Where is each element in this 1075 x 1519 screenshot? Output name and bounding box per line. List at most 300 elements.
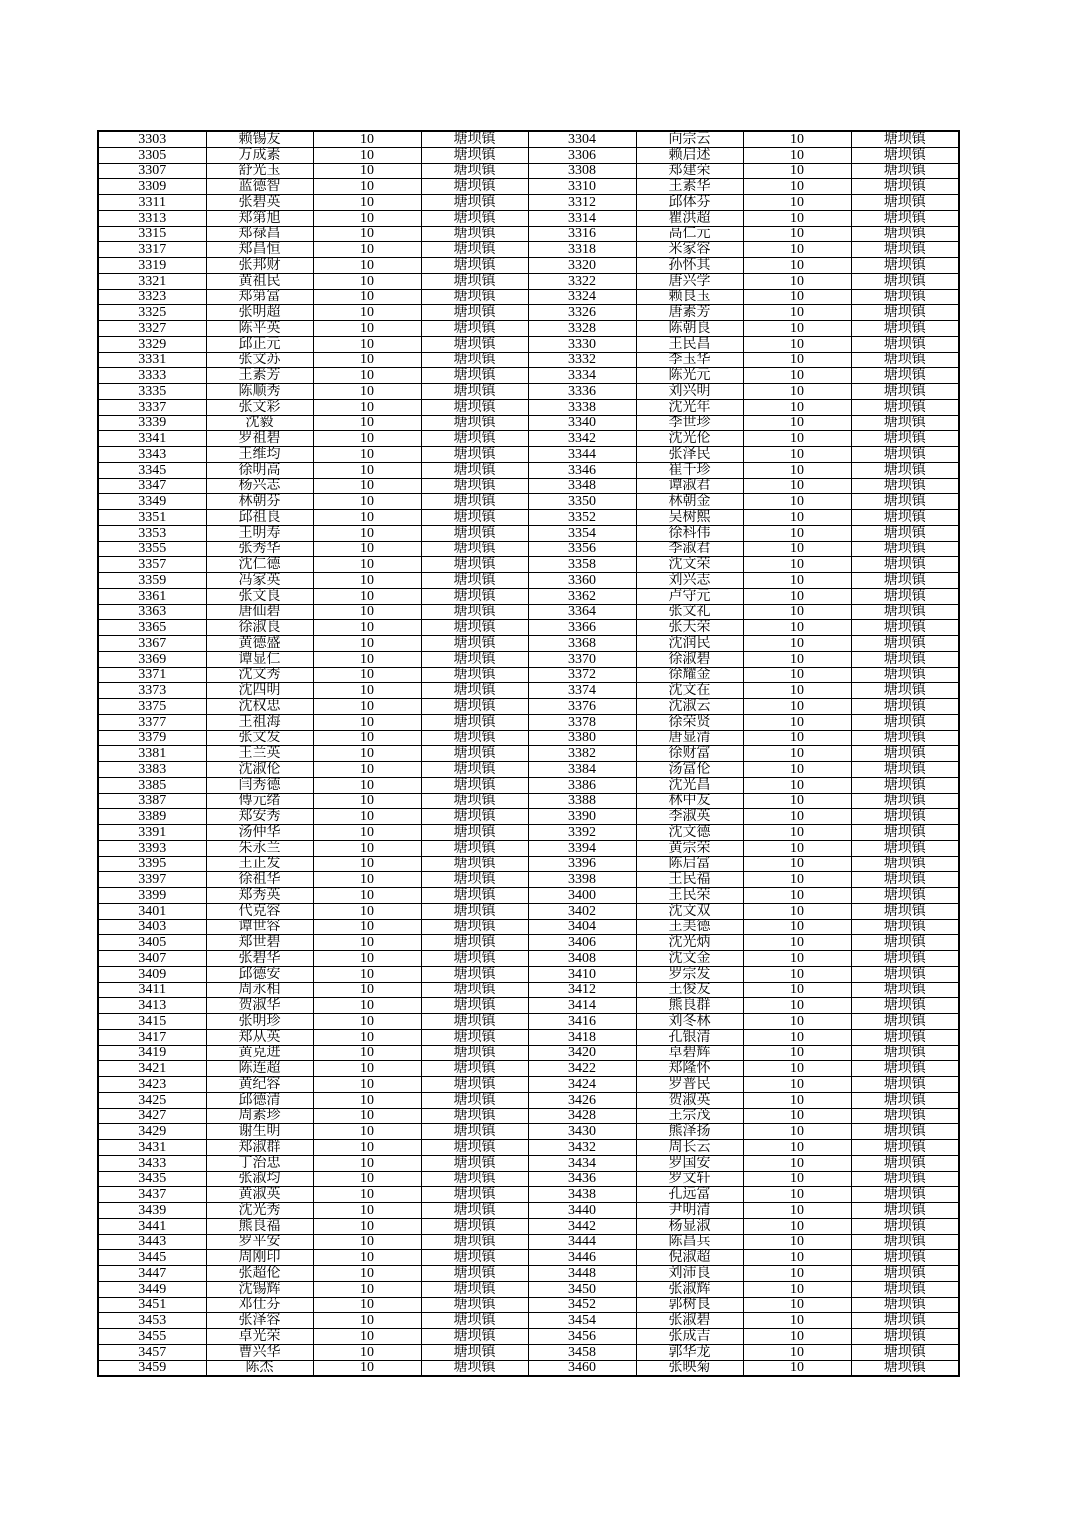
table-row <box>98 1124 959 1140</box>
right-amount-cell: 10 <box>743 384 851 400</box>
left-town-name-cell: 塘坝镇 <box>421 179 528 195</box>
left-record-number-cell: 3457 <box>98 1344 206 1360</box>
right-town-name-cell: 塘坝镇 <box>851 525 959 541</box>
right-person-name-cell: 张淑辉 <box>636 1281 743 1297</box>
right-amount-cell: 10 <box>743 825 851 841</box>
left-amount-cell: 10 <box>313 903 421 919</box>
left-record-number-cell: 3333 <box>98 368 206 384</box>
left-record-number-cell: 3389 <box>98 809 206 825</box>
right-person-name-cell: 徐科伟 <box>636 525 743 541</box>
left-amount-cell: 10 <box>313 1061 421 1077</box>
table-row <box>98 746 959 762</box>
right-person-name-cell: 郭树良 <box>636 1297 743 1313</box>
left-person-name-cell: 冯家英 <box>206 573 313 589</box>
right-record-number-cell: 3442 <box>528 1218 636 1234</box>
right-amount-cell: 10 <box>743 573 851 589</box>
right-town-name-cell: 塘坝镇 <box>851 242 959 258</box>
right-amount-cell: 10 <box>743 1266 851 1282</box>
left-town-name-cell: 塘坝镇 <box>421 242 528 258</box>
left-record-number-cell: 3409 <box>98 966 206 982</box>
left-person-name-cell: 黄纪容 <box>206 1077 313 1093</box>
left-person-name-cell: 舒光玉 <box>206 163 313 179</box>
left-amount-cell: 10 <box>313 1108 421 1124</box>
left-record-number-cell: 3399 <box>98 888 206 904</box>
left-town-name-cell: 塘坝镇 <box>421 793 528 809</box>
left-person-name-cell: 张文发 <box>206 730 313 746</box>
table-row <box>98 494 959 510</box>
right-town-name-cell: 塘坝镇 <box>851 651 959 667</box>
left-person-name-cell: 郑第旭 <box>206 210 313 226</box>
left-town-name-cell: 塘坝镇 <box>421 651 528 667</box>
right-person-name-cell: 罗文轩 <box>636 1171 743 1187</box>
left-town-name-cell: 塘坝镇 <box>421 289 528 305</box>
table-row <box>98 352 959 368</box>
right-record-number-cell: 3338 <box>528 399 636 415</box>
right-person-name-cell: 邱体芬 <box>636 195 743 211</box>
right-person-name-cell: 沈文德 <box>636 825 743 841</box>
left-person-name-cell: 周素珍 <box>206 1108 313 1124</box>
left-person-name-cell: 陈顺秀 <box>206 384 313 400</box>
left-town-name-cell: 塘坝镇 <box>421 683 528 699</box>
left-town-name-cell: 塘坝镇 <box>421 919 528 935</box>
right-person-name-cell: 吴树熙 <box>636 510 743 526</box>
left-record-number-cell: 3385 <box>98 777 206 793</box>
left-amount-cell: 10 <box>313 1281 421 1297</box>
left-amount-cell: 10 <box>313 210 421 226</box>
right-record-number-cell: 3434 <box>528 1155 636 1171</box>
right-town-name-cell: 塘坝镇 <box>851 667 959 683</box>
left-person-name-cell: 张文苏 <box>206 352 313 368</box>
right-person-name-cell: 沈文金 <box>636 951 743 967</box>
right-amount-cell: 10 <box>743 336 851 352</box>
right-amount-cell: 10 <box>743 762 851 778</box>
right-person-name-cell: 林朝金 <box>636 494 743 510</box>
left-person-name-cell: 张邦财 <box>206 258 313 274</box>
right-amount-cell: 10 <box>743 1171 851 1187</box>
right-record-number-cell: 3336 <box>528 384 636 400</box>
left-amount-cell: 10 <box>313 1203 421 1219</box>
left-record-number-cell: 3381 <box>98 746 206 762</box>
left-town-name-cell: 塘坝镇 <box>421 604 528 620</box>
right-town-name-cell: 塘坝镇 <box>851 195 959 211</box>
left-person-name-cell: 丁治忠 <box>206 1155 313 1171</box>
right-person-name-cell: 张映菊 <box>636 1360 743 1376</box>
left-amount-cell: 10 <box>313 557 421 573</box>
left-town-name-cell: 塘坝镇 <box>421 447 528 463</box>
right-person-name-cell: 郑建荣 <box>636 163 743 179</box>
left-record-number-cell: 3317 <box>98 242 206 258</box>
left-amount-cell: 10 <box>313 809 421 825</box>
left-record-number-cell: 3393 <box>98 840 206 856</box>
right-person-name-cell: 刘兴明 <box>636 384 743 400</box>
left-amount-cell: 10 <box>313 1329 421 1345</box>
right-record-number-cell: 3310 <box>528 179 636 195</box>
left-record-number-cell: 3411 <box>98 982 206 998</box>
right-person-name-cell: 李世珍 <box>636 415 743 431</box>
right-town-name-cell: 塘坝镇 <box>851 1029 959 1045</box>
left-amount-cell: 10 <box>313 1171 421 1187</box>
right-record-number-cell: 3372 <box>528 667 636 683</box>
table-row <box>98 793 959 809</box>
left-person-name-cell: 张明珍 <box>206 1014 313 1030</box>
left-town-name-cell: 塘坝镇 <box>421 1092 528 1108</box>
left-amount-cell: 10 <box>313 1266 421 1282</box>
table-row <box>98 431 959 447</box>
table-row <box>98 966 959 982</box>
right-record-number-cell: 3436 <box>528 1171 636 1187</box>
right-record-number-cell: 3312 <box>528 195 636 211</box>
right-town-name-cell: 塘坝镇 <box>851 1234 959 1250</box>
right-amount-cell: 10 <box>743 273 851 289</box>
left-person-name-cell: 朱永兰 <box>206 840 313 856</box>
right-record-number-cell: 3358 <box>528 557 636 573</box>
table-row <box>98 699 959 715</box>
left-person-name-cell: 沈文秀 <box>206 667 313 683</box>
left-person-name-cell: 谢生明 <box>206 1124 313 1140</box>
right-amount-cell: 10 <box>743 966 851 982</box>
table-row <box>98 525 959 541</box>
roster-table-body <box>98 131 959 1376</box>
left-person-name-cell: 郑昌恒 <box>206 242 313 258</box>
right-town-name-cell: 塘坝镇 <box>851 541 959 557</box>
left-person-name-cell: 卓光荣 <box>206 1329 313 1345</box>
right-amount-cell: 10 <box>743 226 851 242</box>
right-amount-cell: 10 <box>743 1108 851 1124</box>
table-row <box>98 305 959 321</box>
right-amount-cell: 10 <box>743 651 851 667</box>
right-town-name-cell: 塘坝镇 <box>851 1014 959 1030</box>
table-row <box>98 1077 959 1093</box>
right-town-name-cell: 塘坝镇 <box>851 1171 959 1187</box>
left-town-name-cell: 塘坝镇 <box>421 951 528 967</box>
left-town-name-cell: 塘坝镇 <box>421 1218 528 1234</box>
left-person-name-cell: 徐淑良 <box>206 620 313 636</box>
table-row <box>98 478 959 494</box>
left-town-name-cell: 塘坝镇 <box>421 1266 528 1282</box>
table-row <box>98 919 959 935</box>
right-person-name-cell: 张天荣 <box>636 620 743 636</box>
left-town-name-cell: 塘坝镇 <box>421 888 528 904</box>
left-record-number-cell: 3361 <box>98 588 206 604</box>
left-person-name-cell: 张文良 <box>206 588 313 604</box>
table-row <box>98 1250 959 1266</box>
right-town-name-cell: 塘坝镇 <box>851 368 959 384</box>
right-record-number-cell: 3306 <box>528 147 636 163</box>
table-row <box>98 903 959 919</box>
right-amount-cell: 10 <box>743 195 851 211</box>
right-person-name-cell: 赖良玉 <box>636 289 743 305</box>
right-town-name-cell: 塘坝镇 <box>851 604 959 620</box>
right-person-name-cell: 张文礼 <box>636 604 743 620</box>
left-person-name-cell: 张淑均 <box>206 1171 313 1187</box>
right-record-number-cell: 3314 <box>528 210 636 226</box>
right-record-number-cell: 3438 <box>528 1187 636 1203</box>
left-person-name-cell: 傅元绪 <box>206 793 313 809</box>
right-town-name-cell: 塘坝镇 <box>851 1313 959 1329</box>
left-town-name-cell: 塘坝镇 <box>421 1108 528 1124</box>
right-record-number-cell: 3444 <box>528 1234 636 1250</box>
left-person-name-cell: 王正发 <box>206 856 313 872</box>
table-row <box>98 258 959 274</box>
left-person-name-cell: 郑世碧 <box>206 935 313 951</box>
right-record-number-cell: 3446 <box>528 1250 636 1266</box>
table-row <box>98 825 959 841</box>
left-record-number-cell: 3391 <box>98 825 206 841</box>
left-town-name-cell: 塘坝镇 <box>421 226 528 242</box>
left-amount-cell: 10 <box>313 1234 421 1250</box>
right-town-name-cell: 塘坝镇 <box>851 384 959 400</box>
right-person-name-cell: 高仁元 <box>636 226 743 242</box>
right-record-number-cell: 3430 <box>528 1124 636 1140</box>
table-row <box>98 336 959 352</box>
right-record-number-cell: 3384 <box>528 762 636 778</box>
left-town-name-cell: 塘坝镇 <box>421 431 528 447</box>
left-record-number-cell: 3363 <box>98 604 206 620</box>
right-record-number-cell: 3364 <box>528 604 636 620</box>
left-record-number-cell: 3413 <box>98 998 206 1014</box>
left-amount-cell: 10 <box>313 163 421 179</box>
table-row <box>98 147 959 163</box>
right-person-name-cell: 倪淑超 <box>636 1250 743 1266</box>
right-record-number-cell: 3348 <box>528 478 636 494</box>
left-amount-cell: 10 <box>313 1140 421 1156</box>
right-amount-cell: 10 <box>743 131 851 147</box>
left-person-name-cell: 张泽容 <box>206 1313 313 1329</box>
right-amount-cell: 10 <box>743 636 851 652</box>
right-town-name-cell: 塘坝镇 <box>851 620 959 636</box>
left-person-name-cell: 王维均 <box>206 447 313 463</box>
right-town-name-cell: 塘坝镇 <box>851 730 959 746</box>
right-person-name-cell: 崔千珍 <box>636 462 743 478</box>
left-person-name-cell: 邱祖良 <box>206 510 313 526</box>
left-person-name-cell: 邱正元 <box>206 336 313 352</box>
left-record-number-cell: 3359 <box>98 573 206 589</box>
left-person-name-cell: 张超伦 <box>206 1266 313 1282</box>
left-record-number-cell: 3439 <box>98 1203 206 1219</box>
right-amount-cell: 10 <box>743 1140 851 1156</box>
right-person-name-cell: 陈光元 <box>636 368 743 384</box>
table-row <box>98 1218 959 1234</box>
right-person-name-cell: 徐耀金 <box>636 667 743 683</box>
right-amount-cell: 10 <box>743 399 851 415</box>
table-row <box>98 399 959 415</box>
right-town-name-cell: 塘坝镇 <box>851 825 959 841</box>
right-record-number-cell: 3392 <box>528 825 636 841</box>
left-person-name-cell: 邱德安 <box>206 966 313 982</box>
left-record-number-cell: 3323 <box>98 289 206 305</box>
right-person-name-cell: 向宗云 <box>636 131 743 147</box>
right-record-number-cell: 3308 <box>528 163 636 179</box>
left-record-number-cell: 3403 <box>98 919 206 935</box>
left-record-number-cell: 3341 <box>98 431 206 447</box>
right-record-number-cell: 3412 <box>528 982 636 998</box>
right-person-name-cell: 罗宗发 <box>636 966 743 982</box>
left-town-name-cell: 塘坝镇 <box>421 1029 528 1045</box>
left-amount-cell: 10 <box>313 1155 421 1171</box>
right-amount-cell: 10 <box>743 1155 851 1171</box>
right-person-name-cell: 熊良群 <box>636 998 743 1014</box>
left-record-number-cell: 3379 <box>98 730 206 746</box>
left-amount-cell: 10 <box>313 966 421 982</box>
right-person-name-cell: 唐素芳 <box>636 305 743 321</box>
right-record-number-cell: 3328 <box>528 321 636 337</box>
table-row <box>98 1329 959 1345</box>
right-person-name-cell: 周长云 <box>636 1140 743 1156</box>
left-amount-cell: 10 <box>313 494 421 510</box>
right-person-name-cell: 张淑碧 <box>636 1313 743 1329</box>
right-record-number-cell: 3378 <box>528 714 636 730</box>
right-town-name-cell: 塘坝镇 <box>851 226 959 242</box>
left-town-name-cell: 塘坝镇 <box>421 1014 528 1030</box>
left-amount-cell: 10 <box>313 604 421 620</box>
table-row <box>98 1234 959 1250</box>
left-person-name-cell: 王兰英 <box>206 746 313 762</box>
table-row <box>98 1297 959 1313</box>
table-row <box>98 1108 959 1124</box>
right-town-name-cell: 塘坝镇 <box>851 982 959 998</box>
left-town-name-cell: 塘坝镇 <box>421 541 528 557</box>
left-amount-cell: 10 <box>313 1297 421 1313</box>
left-town-name-cell: 塘坝镇 <box>421 667 528 683</box>
right-record-number-cell: 3456 <box>528 1329 636 1345</box>
right-amount-cell: 10 <box>743 604 851 620</box>
left-person-name-cell: 万成素 <box>206 147 313 163</box>
left-record-number-cell: 3321 <box>98 273 206 289</box>
right-town-name-cell: 塘坝镇 <box>851 919 959 935</box>
right-person-name-cell: 张泽民 <box>636 447 743 463</box>
right-record-number-cell: 3452 <box>528 1297 636 1313</box>
right-record-number-cell: 3332 <box>528 352 636 368</box>
left-record-number-cell: 3397 <box>98 872 206 888</box>
left-town-name-cell: 塘坝镇 <box>421 163 528 179</box>
left-person-name-cell: 陈杰 <box>206 1360 313 1376</box>
left-record-number-cell: 3429 <box>98 1124 206 1140</box>
table-row <box>98 1360 959 1376</box>
table-row <box>98 368 959 384</box>
table-row <box>98 273 959 289</box>
left-amount-cell: 10 <box>313 462 421 478</box>
right-record-number-cell: 3454 <box>528 1313 636 1329</box>
left-amount-cell: 10 <box>313 699 421 715</box>
left-person-name-cell: 郑禄昌 <box>206 226 313 242</box>
left-amount-cell: 10 <box>313 478 421 494</box>
table-row <box>98 541 959 557</box>
left-person-name-cell: 张秀华 <box>206 541 313 557</box>
right-person-name-cell: 赖启述 <box>636 147 743 163</box>
left-record-number-cell: 3311 <box>98 195 206 211</box>
right-record-number-cell: 3370 <box>528 651 636 667</box>
left-town-name-cell: 塘坝镇 <box>421 588 528 604</box>
roster-table <box>97 130 960 1377</box>
table-row <box>98 730 959 746</box>
left-person-name-cell: 沈锡辉 <box>206 1281 313 1297</box>
right-record-number-cell: 3398 <box>528 872 636 888</box>
left-person-name-cell: 闫秀德 <box>206 777 313 793</box>
right-person-name-cell: 沈润民 <box>636 636 743 652</box>
left-person-name-cell: 周永相 <box>206 982 313 998</box>
left-town-name-cell: 塘坝镇 <box>421 510 528 526</box>
right-record-number-cell: 3316 <box>528 226 636 242</box>
right-record-number-cell: 3416 <box>528 1014 636 1030</box>
left-person-name-cell: 陈平英 <box>206 321 313 337</box>
right-town-name-cell: 塘坝镇 <box>851 305 959 321</box>
table-row <box>98 856 959 872</box>
right-town-name-cell: 塘坝镇 <box>851 1281 959 1297</box>
left-amount-cell: 10 <box>313 447 421 463</box>
left-town-name-cell: 塘坝镇 <box>421 415 528 431</box>
right-amount-cell: 10 <box>743 714 851 730</box>
left-record-number-cell: 3349 <box>98 494 206 510</box>
left-town-name-cell: 塘坝镇 <box>421 1155 528 1171</box>
left-record-number-cell: 3451 <box>98 1297 206 1313</box>
right-person-name-cell: 贺淑英 <box>636 1092 743 1108</box>
table-row <box>98 321 959 337</box>
right-town-name-cell: 塘坝镇 <box>851 431 959 447</box>
left-record-number-cell: 3329 <box>98 336 206 352</box>
right-record-number-cell: 3400 <box>528 888 636 904</box>
left-person-name-cell: 代克容 <box>206 903 313 919</box>
right-amount-cell: 10 <box>743 1218 851 1234</box>
right-town-name-cell: 塘坝镇 <box>851 998 959 1014</box>
right-person-name-cell: 徐淑碧 <box>636 651 743 667</box>
right-amount-cell: 10 <box>743 777 851 793</box>
left-record-number-cell: 3371 <box>98 667 206 683</box>
left-town-name-cell: 塘坝镇 <box>421 1203 528 1219</box>
table-row <box>98 1061 959 1077</box>
left-amount-cell: 10 <box>313 336 421 352</box>
right-amount-cell: 10 <box>743 289 851 305</box>
left-person-name-cell: 沈权忠 <box>206 699 313 715</box>
table-row <box>98 163 959 179</box>
right-person-name-cell: 张成吉 <box>636 1329 743 1345</box>
right-record-number-cell: 3432 <box>528 1140 636 1156</box>
right-record-number-cell: 3390 <box>528 809 636 825</box>
right-person-name-cell: 徐财富 <box>636 746 743 762</box>
left-town-name-cell: 塘坝镇 <box>421 368 528 384</box>
table-row <box>98 1344 959 1360</box>
right-person-name-cell: 林中友 <box>636 793 743 809</box>
table-row <box>98 573 959 589</box>
table-row <box>98 888 959 904</box>
right-amount-cell: 10 <box>743 840 851 856</box>
right-town-name-cell: 塘坝镇 <box>851 888 959 904</box>
left-town-name-cell: 塘坝镇 <box>421 1329 528 1345</box>
left-record-number-cell: 3315 <box>98 226 206 242</box>
left-amount-cell: 10 <box>313 872 421 888</box>
left-town-name-cell: 塘坝镇 <box>421 636 528 652</box>
right-town-name-cell: 塘坝镇 <box>851 258 959 274</box>
left-amount-cell: 10 <box>313 730 421 746</box>
right-town-name-cell: 塘坝镇 <box>851 415 959 431</box>
right-amount-cell: 10 <box>743 730 851 746</box>
left-town-name-cell: 塘坝镇 <box>421 1281 528 1297</box>
right-town-name-cell: 塘坝镇 <box>851 163 959 179</box>
left-amount-cell: 10 <box>313 305 421 321</box>
right-town-name-cell: 塘坝镇 <box>851 793 959 809</box>
right-record-number-cell: 3344 <box>528 447 636 463</box>
right-town-name-cell: 塘坝镇 <box>851 336 959 352</box>
left-person-name-cell: 杨兴志 <box>206 478 313 494</box>
left-amount-cell: 10 <box>313 919 421 935</box>
right-person-name-cell: 唐兴学 <box>636 273 743 289</box>
right-amount-cell: 10 <box>743 1297 851 1313</box>
right-town-name-cell: 塘坝镇 <box>851 352 959 368</box>
table-row <box>98 1014 959 1030</box>
left-amount-cell: 10 <box>313 1313 421 1329</box>
left-amount-cell: 10 <box>313 888 421 904</box>
left-amount-cell: 10 <box>313 825 421 841</box>
left-person-name-cell: 张明超 <box>206 305 313 321</box>
